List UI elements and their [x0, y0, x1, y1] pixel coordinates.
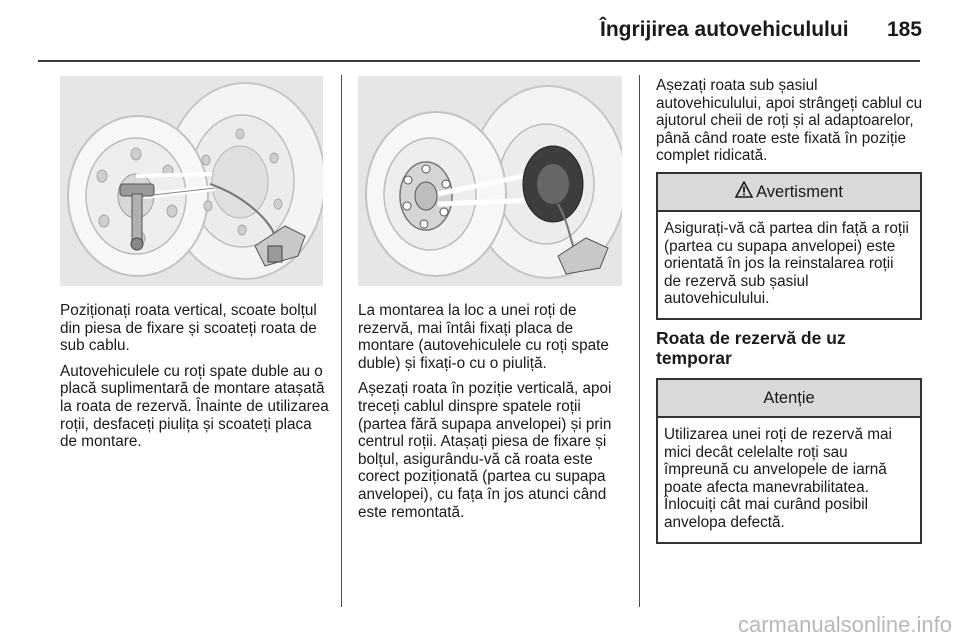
- caution-box: [656, 378, 922, 544]
- spare-wheel-cable-illustration: [60, 76, 323, 286]
- warning-triangle-icon: [735, 181, 753, 203]
- paragraph: Așezați roata în poziție verticală, apoi treceți cablul dinspre spatele roții (partea fără supapa anvelopei) și prin centrul roții. Atașați piesa de fixare și bolțul, asigurându-vă că roata este corect poziționată (partea cu supapa anvelopei), cu fața în jos atunci când este remontată.: [358, 380, 612, 521]
- paragraph: Autovehiculele cu roți spate duble au o placă suplimentară de montare atașată la roata de rezervă. Înainte de utilizarea roții, desfaceți piulița și scoateți placa de montare.: [60, 362, 329, 451]
- column-2-text: [358, 302, 628, 529]
- column-3-intro: [656, 77, 924, 173]
- caution-box-header: [658, 380, 920, 418]
- spare-wheel-mounting-plate-illustration: [358, 76, 622, 286]
- column-divider-2: [639, 75, 640, 607]
- section-heading: Roata de rezervă de uz temporar: [656, 328, 846, 368]
- warning-box-header: [658, 174, 920, 212]
- column-divider-1: [341, 75, 342, 607]
- watermark: carmanualsonline.info: [737, 612, 952, 637]
- page-header-title: Îngrijirea autovehiculului: [600, 18, 849, 41]
- paragraph: Poziționați roata vertical, scoate bolțul din piesa de fixare și scoateți roata de sub cablu.: [60, 302, 317, 355]
- caution-title: Atenție: [763, 388, 815, 407]
- warning-box: [656, 172, 922, 320]
- caution-body: Utilizarea unei roți de rezervă mai mici decât celelalte roți sau împreună cu anvelopele de iarnă poate afecta manevrabilitatea. Înlocuiți cât mai curând posibil anvelopa defectă.: [664, 426, 892, 531]
- page-number: 185: [886, 18, 922, 41]
- header-divider: [38, 60, 920, 62]
- paragraph: La montarea la loc a unei roți de rezervă, mai întâi fixați placa de montare (autovehiculele cu roți spate duble) și fixați-o cu o piuliță.: [358, 302, 609, 372]
- column-1-text: [60, 302, 330, 459]
- warning-title: Avertisment: [756, 182, 843, 201]
- paragraph: Așezați roata sub șasiul autovehiculului, apoi strângeți cablul cu ajutorul cheii de roți și al adaptoarelor, până când roate este fixată în poziție complet ridicată.: [656, 77, 923, 165]
- warning-body: Asigurați-vă că partea din față a roții (partea cu supapa anvelopei) este orientată în jos la reinstalarea roții de rezervă sub șasiul autovehiculului.: [664, 220, 909, 308]
